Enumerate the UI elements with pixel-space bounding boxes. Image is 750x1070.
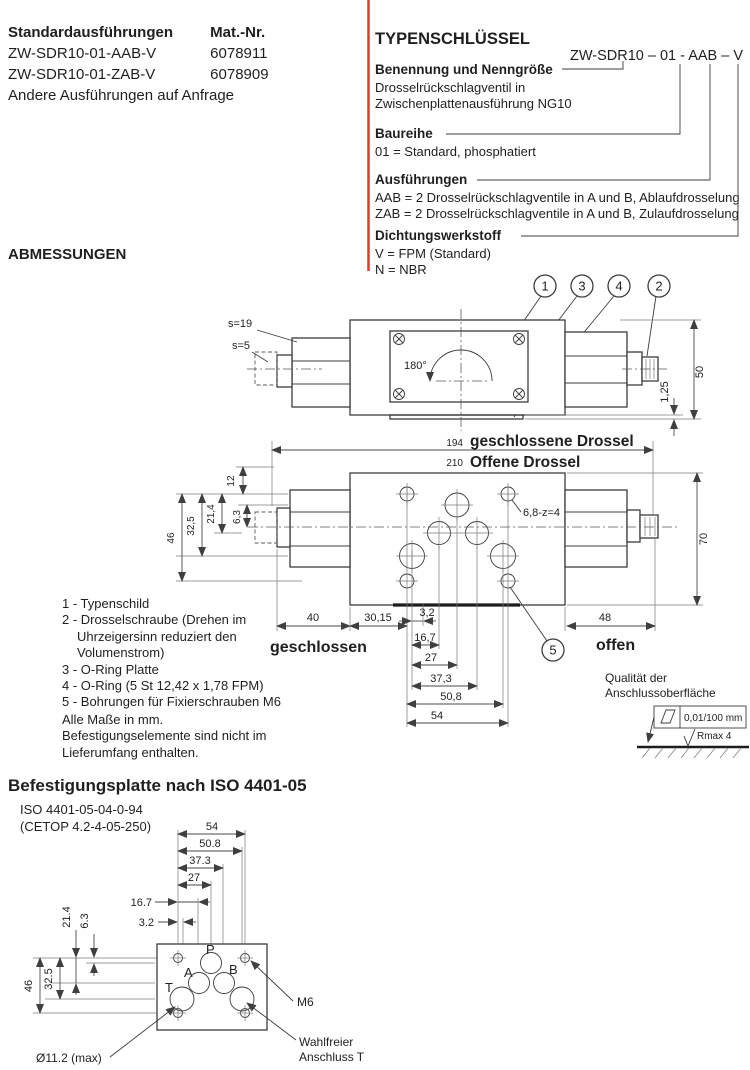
callout-4 xyxy=(608,275,630,297)
open-length-label: Offene Drossel xyxy=(470,454,581,471)
legend-line: 4 - O-Ring (5 St 12,42 x 1,78 FPM) xyxy=(62,678,264,694)
dim-27: 27 xyxy=(424,652,438,664)
mdim-46: 46 xyxy=(23,979,35,993)
type-key-code: ZW-SDR10 – 01 - AAB – V xyxy=(570,48,743,64)
legend-line: Uhrzeigersinn reduziert den xyxy=(77,628,237,644)
dim-21-4: 21,4 xyxy=(206,504,217,524)
flatness-value: 0,01/100 mm xyxy=(684,713,743,724)
callout-1-label: 1 xyxy=(541,278,549,294)
mdim-3-2: 3.2 xyxy=(138,917,154,929)
legend-line: 3 - O-Ring Platte xyxy=(62,661,159,677)
roughness-value: Rmax 4 xyxy=(697,731,732,742)
section-line: V = FPM (Standard) xyxy=(375,246,491,261)
hidden-screw-outline xyxy=(255,352,277,385)
valve-body-side xyxy=(247,309,667,431)
dimension-notes xyxy=(62,712,312,761)
mounting-vertical-dimensions xyxy=(23,906,94,1013)
s5-label: s=5 xyxy=(232,340,251,352)
section-line: N = NBR xyxy=(375,262,427,277)
type-key-title: TYPENSCHLÜSSEL xyxy=(375,30,530,48)
oring-plate-edge xyxy=(390,415,523,419)
ground-hatching xyxy=(642,748,741,758)
connector-baureihe xyxy=(446,64,680,134)
note-line: Befestigungselemente sind nicht im xyxy=(62,728,267,744)
mounting-horizontal-dimensions xyxy=(131,821,245,929)
port-b-label: B xyxy=(229,962,238,977)
callout-4-label: 4 xyxy=(615,278,623,294)
callout-3 xyxy=(571,275,593,297)
dim-70: 70 xyxy=(698,532,710,546)
optional-port-label-line2: Anschluss T xyxy=(299,1050,365,1064)
mat-nr-value: 6078909 xyxy=(210,66,269,83)
mounting-plate-body xyxy=(157,942,267,1030)
mat-nr-header: Mat.-Nr. xyxy=(210,24,266,41)
surface-quality-note xyxy=(605,671,749,758)
legend-line: 5 - Bohrungen für Fixierschrauben M6 xyxy=(62,694,281,710)
cetop-ref: (CETOP 4.2-4-05-250) xyxy=(20,819,152,834)
fixing-hole-note: 6,8-z=4 xyxy=(523,507,560,519)
dim-30-15: 30,15 xyxy=(364,612,392,624)
section-label: Benennung und Nenngröße xyxy=(375,62,553,77)
section-line: Drosselrückschlagventil in xyxy=(375,80,526,95)
mat-nr-value: 6078911 xyxy=(210,45,268,62)
callout-2 xyxy=(648,275,670,297)
roughness-check-icon xyxy=(684,729,695,746)
connector-ausfuehrungen xyxy=(477,64,710,180)
section-label: Ausführungen xyxy=(375,172,468,187)
dim-46: 46 xyxy=(166,532,177,544)
quality-text-line2: Anschlussoberfläche xyxy=(605,686,716,700)
dim-16-7: 16,7 xyxy=(414,632,436,644)
dim-12: 12 xyxy=(226,475,237,487)
standard-versions-title: Standardausführungen xyxy=(8,24,174,41)
section-line: 01 = Standard, phosphatiert xyxy=(375,144,536,159)
rotation-angle-label: 180° xyxy=(404,360,427,372)
type-code: ZW-SDR10-01-AAB-V xyxy=(8,45,157,62)
mdim-27: 27 xyxy=(187,872,201,884)
callout-5-label: 5 xyxy=(549,642,557,658)
section-label: Dichtungswerkstoff xyxy=(375,228,502,243)
section-label: Baureihe xyxy=(375,126,433,141)
mdim-54: 54 xyxy=(205,821,219,833)
callout-1 xyxy=(534,275,556,297)
open-position-label: offen xyxy=(596,637,636,654)
max-diameter-label: Ø11.2 (max) xyxy=(36,1051,102,1065)
open-length-value: 210 xyxy=(446,458,463,469)
dim-32-5: 32,5 xyxy=(186,516,197,536)
type-key-connector-lines xyxy=(0,0,750,280)
mdim-32-5: 32.5 xyxy=(43,968,55,990)
mdim-50-8: 50.8 xyxy=(199,838,221,850)
connector-benennung xyxy=(562,61,623,69)
dim-3-2: 3,2 xyxy=(419,607,435,619)
abmessungen-title: ABMESSUNGEN xyxy=(8,246,127,263)
connector-dichtung xyxy=(521,64,738,236)
plate-thickness-dim: 1,25 xyxy=(659,381,671,403)
m6-label: M6 xyxy=(297,995,314,1009)
s19-label: s=19 xyxy=(228,318,253,330)
callout-2-label: 2 xyxy=(655,278,663,294)
height-dim: 50 xyxy=(694,365,706,379)
dim-54: 54 xyxy=(430,710,444,722)
flatness-icon xyxy=(661,710,675,723)
optional-port-label-line1: Wahlfreier xyxy=(299,1035,354,1049)
port-a-label: A xyxy=(184,965,193,980)
other-versions-note: Andere Ausführungen auf Anfrage xyxy=(8,87,235,104)
port-t-label: T xyxy=(165,980,173,995)
quality-text-line1: Qualität der xyxy=(605,671,668,685)
parts-legend xyxy=(62,596,302,711)
type-code: ZW-SDR10-01-ZAB-V xyxy=(8,66,156,83)
iso-standard-ref: ISO 4401-05-04-0-94 xyxy=(20,802,143,817)
section-line: Zwischenplattenausführung NG10 xyxy=(375,96,572,111)
note-line: Alle Maße in mm. xyxy=(62,712,164,727)
section-line: AAB = 2 Drosselrückschlagventile in A und B, Ablaufdrosselung xyxy=(375,190,740,205)
dim-48: 48 xyxy=(598,612,612,624)
closed-length-value: 194 xyxy=(446,438,463,449)
dim-50-8: 50,8 xyxy=(440,691,462,703)
dim-6-3: 6,3 xyxy=(232,510,243,524)
legend-line: 2 - Drosselschraube (Drehen im xyxy=(62,612,247,628)
legend-line: Volumenstrom) xyxy=(77,645,165,661)
mdim-16-7: 16.7 xyxy=(130,897,152,909)
note-line: Lieferumfang enthalten. xyxy=(62,744,199,760)
closed-length-label: geschlossene Drossel xyxy=(470,433,634,450)
mdim-37-3: 37.3 xyxy=(189,855,211,867)
port-p-label: P xyxy=(206,942,215,957)
mdim-21-4: 21.4 xyxy=(61,906,73,928)
mounting-plate-title: Befestigungsplatte nach ISO 4401-05 xyxy=(8,776,307,795)
valve-side-view xyxy=(228,275,706,436)
dim-37-3: 37,3 xyxy=(430,673,452,685)
section-line: ZAB = 2 Drosselrückschlagventile in A und B, Zulaufdrosselung xyxy=(375,206,739,221)
closed-position-label: geschlossen xyxy=(270,639,367,656)
dim-40: 40 xyxy=(306,612,320,624)
callout-3-label: 3 xyxy=(578,278,586,294)
legend-line: 1 - Typenschild xyxy=(62,596,150,611)
mdim-6-3: 6.3 xyxy=(79,913,91,929)
